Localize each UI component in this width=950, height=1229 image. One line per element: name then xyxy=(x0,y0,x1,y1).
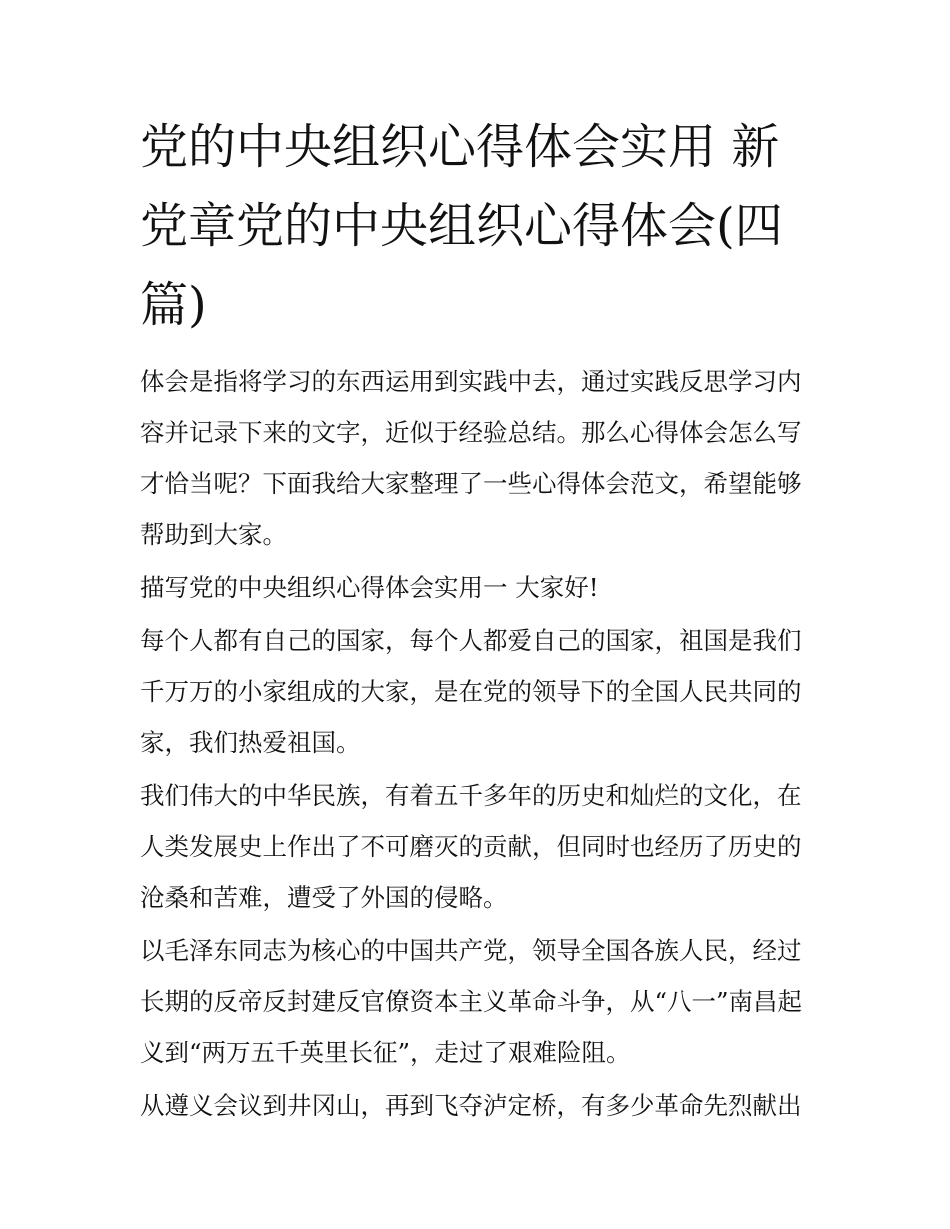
document-body xyxy=(140,356,816,1133)
paragraph-history: 我们伟大的中华民族，有着五千多年的历史和灿烂的文化，在人类发展史上作出了不可磨灭的贡献，但同时也经历了历史的沧桑和苦难，遭受了外国的侵略。 xyxy=(140,781,802,912)
document-title: 党的中央组织心得体会实用 新党章党的中央组织心得体会(四篇) xyxy=(140,119,783,333)
paragraph-section-heading: 描写党的中央组织心得体会实用一 大家好! xyxy=(140,573,599,602)
paragraph-party-leadership: 以毛泽东同志为核心的中国共产党，领导全国各族人民，经过长期的反帝反封建反官僚资本主义革命斗争，从“八一”南昌起义到“两万五千英里长征”，走过了艰难险阻。 xyxy=(140,936,803,1067)
paragraph-motherland: 每个人都有自己的国家，每个人都爱自己的国家，祖国是我们千万万的小家组成的大家，是在党的领导下的全国人民共同的家，我们热爱祖国。 xyxy=(140,626,802,757)
paragraph-intro: 体会是指将学习的东西运用到实践中去，通过实践反思学习内容并记录下来的文字，近似于经验总结。那么心得体会怎么写才恰当呢？下面我给大家整理了一些心得体会范文，希望能够帮助到大家。 xyxy=(140,367,802,549)
paragraph-revolution: 从遵义会议到井冈山，再到飞夺泸定桥，有多少革命先烈献出 xyxy=(140,1091,802,1120)
